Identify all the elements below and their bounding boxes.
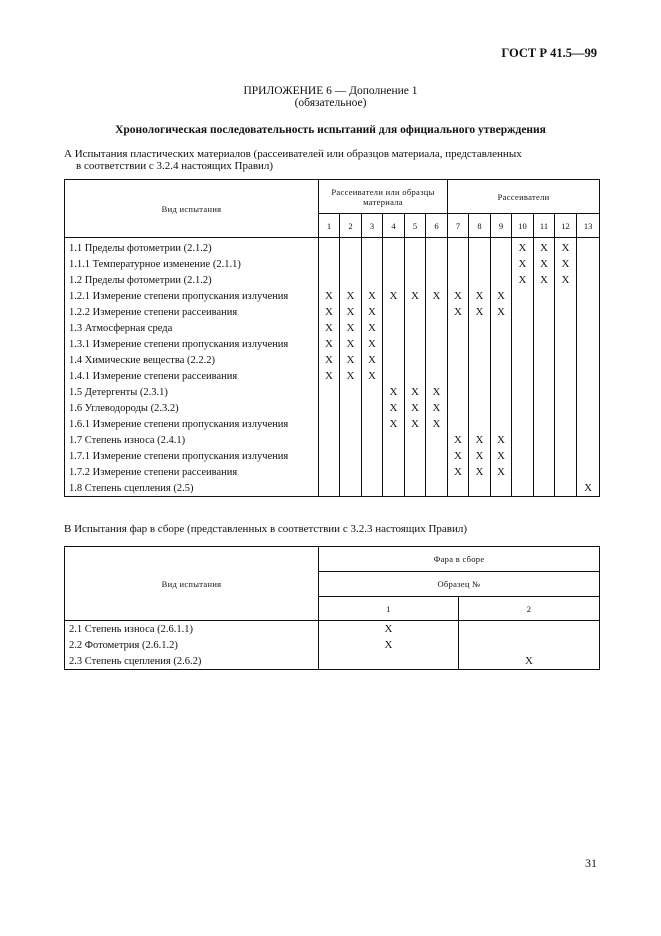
table-row — [65, 368, 600, 384]
table-a-cell — [512, 304, 534, 320]
table-a-cell: X — [405, 288, 426, 304]
table-a-cell: X — [319, 368, 340, 384]
table-a-cell — [577, 256, 600, 272]
table-a-cell — [383, 320, 405, 336]
table-b-header-group: Фара в сборе — [319, 547, 600, 572]
table-a-cell: X — [319, 304, 340, 320]
table-b-cell: X — [319, 637, 459, 653]
table-a-cell — [383, 464, 405, 480]
table-a-cell — [577, 464, 600, 480]
table-a-cell — [319, 416, 340, 432]
table-a-cell — [362, 256, 383, 272]
table-a-cell — [512, 416, 534, 432]
table-a-cell: X — [405, 400, 426, 416]
table-a-column-number: 6 — [426, 214, 448, 238]
table-a-cell — [405, 464, 426, 480]
table-a-cell: X — [340, 352, 362, 368]
table-a-row-label: 1.2.2 Измерение степени рассеивания — [65, 304, 319, 320]
table-a-cell — [319, 480, 340, 497]
table-a-cell — [512, 464, 534, 480]
table-a-cell — [405, 368, 426, 384]
table-a-cell — [491, 238, 512, 257]
table-a-row-label: 1.3.1 Измерение степени пропускания излучения — [65, 336, 319, 352]
table-a-cell — [512, 288, 534, 304]
table-b-cell — [319, 653, 459, 670]
table-a-cell — [469, 272, 491, 288]
table-a-cell: X — [362, 352, 383, 368]
table-a-cell — [469, 320, 491, 336]
table-b-row-label: 2.1 Степень износа (2.6.1.1) — [65, 621, 319, 638]
table-a-cell — [555, 304, 577, 320]
table-b — [64, 546, 600, 670]
table-a-cell — [577, 432, 600, 448]
table-a-cell — [405, 480, 426, 497]
table-a-cell: X — [491, 432, 512, 448]
table-a-cell — [426, 256, 448, 272]
table-a-cell — [340, 256, 362, 272]
table-a-cell — [448, 256, 469, 272]
table-a-column-number: 2 — [340, 214, 362, 238]
table-a-cell — [383, 238, 405, 257]
table-a-cell — [405, 448, 426, 464]
table-a-column-number: 10 — [512, 214, 534, 238]
table-a-cell: X — [383, 288, 405, 304]
table-row — [65, 272, 600, 288]
table-a-cell: X — [469, 288, 491, 304]
table-a-cell: X — [319, 336, 340, 352]
table-row — [65, 304, 600, 320]
table-a-cell — [555, 384, 577, 400]
table-a-cell: X — [555, 238, 577, 257]
section-a-line-1: А Испытания пластических материалов (рассеивателей или образцов материала, представленных — [64, 148, 522, 160]
table-a-cell — [534, 304, 555, 320]
table-a-cell — [340, 416, 362, 432]
table-a-cell — [469, 480, 491, 497]
table-row — [65, 256, 600, 272]
table-a-cell — [469, 416, 491, 432]
table-a-cell — [340, 272, 362, 288]
table-a-cell — [362, 238, 383, 257]
table-a-cell: X — [469, 448, 491, 464]
table-a-cell: X — [469, 464, 491, 480]
table-a-cell: X — [491, 464, 512, 480]
table-a-cell — [577, 304, 600, 320]
table-a-cell: X — [491, 288, 512, 304]
table-a-cell: X — [512, 272, 534, 288]
table-a-cell: X — [362, 320, 383, 336]
table-a-cell — [577, 272, 600, 288]
table-a-cell — [405, 432, 426, 448]
table-a-cell — [383, 256, 405, 272]
table-a-row-label: 1.6 Углеводороды (2.3.2) — [65, 400, 319, 416]
table-a-cell — [383, 352, 405, 368]
table-a-cell — [534, 352, 555, 368]
table-a-cell: X — [340, 320, 362, 336]
table-a-cell — [491, 400, 512, 416]
table-a-cell: X — [383, 384, 405, 400]
table-a-cell — [426, 448, 448, 464]
table-a-cell — [555, 448, 577, 464]
table-row — [65, 637, 600, 653]
table-a-cell — [469, 368, 491, 384]
table-a-cell — [340, 432, 362, 448]
table-a-cell — [512, 480, 534, 497]
section-b-heading: В Испытания фар в сборе (представленных в соответствии с 3.2.3 настоящих Правил) — [64, 523, 468, 535]
table-a-cell: X — [319, 320, 340, 336]
table-a-row-label: 1.7.2 Измерение степени рассеивания — [65, 464, 319, 480]
table-a-cell — [491, 272, 512, 288]
table-a-cell — [555, 336, 577, 352]
table-a-cell — [362, 384, 383, 400]
table-a-cell: X — [469, 432, 491, 448]
table-a-cell — [340, 384, 362, 400]
section-a-line-2: в соответствии с 3.2.4 настоящих Правил) — [76, 160, 274, 172]
table-a-cell: X — [319, 352, 340, 368]
table-a-cell — [362, 272, 383, 288]
table-a-column-number: 5 — [405, 214, 426, 238]
table-a-cell — [426, 336, 448, 352]
table-a-cell — [469, 384, 491, 400]
table-a-cell — [426, 320, 448, 336]
table-a-cell — [534, 336, 555, 352]
table-row — [65, 336, 600, 352]
table-a-cell — [512, 432, 534, 448]
table-a-cell: X — [426, 384, 448, 400]
table-a-cell — [577, 352, 600, 368]
table-a-cell — [555, 400, 577, 416]
appendix-heading — [0, 85, 661, 109]
table-a-cell — [340, 464, 362, 480]
table-a-cell — [534, 320, 555, 336]
table-a-cell: X — [383, 416, 405, 432]
table-a-row-label: 1.7.1 Измерение степени пропускания излучения — [65, 448, 319, 464]
table-a-cell: X — [534, 256, 555, 272]
table-a-row-label: 1.3 Атмосферная среда — [65, 320, 319, 336]
table-a-cell — [383, 272, 405, 288]
table-a-cell — [405, 352, 426, 368]
table-a-cell — [383, 368, 405, 384]
table-a-cell: X — [448, 304, 469, 320]
table-a-cell — [555, 368, 577, 384]
table-a-cell — [577, 288, 600, 304]
table-a-cell — [383, 480, 405, 497]
table-b-header-sample: Образец № — [319, 572, 600, 597]
table-a-cell — [555, 480, 577, 497]
table-a-cell — [448, 368, 469, 384]
table-b-row-label: 2.2 Фотометрия (2.6.1.2) — [65, 637, 319, 653]
table-a-cell — [491, 480, 512, 497]
table-a-cell — [426, 464, 448, 480]
table-a-cell: X — [426, 400, 448, 416]
table-a-cell — [555, 464, 577, 480]
table-a-cell — [448, 352, 469, 368]
table-row — [65, 464, 600, 480]
table-a-cell — [340, 448, 362, 464]
table-a-cell — [577, 448, 600, 464]
table-a-cell: X — [362, 336, 383, 352]
table-row — [65, 416, 600, 432]
table-a-cell — [362, 400, 383, 416]
table-a-cell — [362, 464, 383, 480]
table-a — [64, 179, 600, 497]
table-a-cell — [577, 368, 600, 384]
table-a-cell — [383, 448, 405, 464]
table-a-column-number: 4 — [383, 214, 405, 238]
table-a-cell: X — [491, 304, 512, 320]
table-a-cell — [577, 320, 600, 336]
table-row — [65, 288, 600, 304]
table-a-cell — [405, 272, 426, 288]
table-a-cell — [491, 384, 512, 400]
table-a-cell — [534, 448, 555, 464]
table-a-cell — [555, 352, 577, 368]
table-a-cell: X — [534, 238, 555, 257]
table-a-cell: X — [555, 256, 577, 272]
table-a-cell — [362, 480, 383, 497]
table-b-cell: X — [319, 621, 459, 638]
table-a-column-number: 1 — [319, 214, 340, 238]
table-a-cell — [426, 238, 448, 257]
table-a-cell — [469, 352, 491, 368]
table-a-cell — [469, 256, 491, 272]
table-row — [65, 480, 600, 497]
table-a-column-number: 12 — [555, 214, 577, 238]
table-a-header-group1: Рассеиватели или образцы материала — [319, 180, 448, 214]
table-a-cell — [555, 432, 577, 448]
table-b-row-label: 2.3 Степень сцепления (2.6.2) — [65, 653, 319, 670]
table-a-cell — [405, 336, 426, 352]
table-a-cell: X — [448, 464, 469, 480]
table-a-cell — [577, 416, 600, 432]
table-row — [65, 238, 600, 257]
table-a-cell — [512, 336, 534, 352]
table-a-cell — [491, 256, 512, 272]
table-a-cell — [319, 432, 340, 448]
table-a-cell: X — [340, 288, 362, 304]
table-a-cell — [362, 416, 383, 432]
table-a-cell — [512, 400, 534, 416]
table-a-column-number: 7 — [448, 214, 469, 238]
table-a-cell — [491, 368, 512, 384]
table-a-cell — [362, 432, 383, 448]
table-row — [65, 320, 600, 336]
table-a-cell — [491, 352, 512, 368]
table-a-cell: X — [512, 238, 534, 257]
table-a-cell — [340, 400, 362, 416]
table-a-row-label: 1.6.1 Измерение степени пропускания излучения — [65, 416, 319, 432]
table-a-column-number: 3 — [362, 214, 383, 238]
table-a-row-label: 1.7 Степень износа (2.4.1) — [65, 432, 319, 448]
table-a-row-label: 1.4.1 Измерение степени рассеивания — [65, 368, 319, 384]
table-a-cell: X — [405, 416, 426, 432]
table-b-cell: X — [459, 653, 600, 670]
table-a-cell — [340, 480, 362, 497]
table-a-cell — [405, 304, 426, 320]
table-a-cell: X — [448, 432, 469, 448]
table-a-cell — [448, 238, 469, 257]
table-a-cell — [448, 400, 469, 416]
table-a-header-group2: Рассеиватели — [448, 180, 600, 214]
table-a-cell — [534, 368, 555, 384]
table-a-cell — [448, 272, 469, 288]
table-a-cell — [491, 416, 512, 432]
table-a-cell: X — [555, 272, 577, 288]
table-a-cell — [340, 238, 362, 257]
table-a-cell — [319, 256, 340, 272]
document-number: ГОСТ Р 41.5—99 — [501, 46, 597, 60]
table-row — [65, 352, 600, 368]
table-b-cell — [459, 637, 600, 653]
table-a-cell — [534, 480, 555, 497]
table-b-column-number: 1 — [319, 597, 459, 621]
table-a-row-label: 1.5 Детергенты (2.3.1) — [65, 384, 319, 400]
table-row — [65, 400, 600, 416]
table-row — [65, 621, 600, 638]
table-a-cell — [534, 400, 555, 416]
table-a-cell — [426, 352, 448, 368]
page-number: 31 — [585, 856, 597, 870]
table-a-cell — [448, 480, 469, 497]
table-a-cell: X — [340, 368, 362, 384]
table-a-cell — [448, 320, 469, 336]
table-a-cell — [448, 416, 469, 432]
table-a-cell: X — [426, 288, 448, 304]
table-a-cell: X — [426, 416, 448, 432]
table-a-cell — [362, 448, 383, 464]
table-a-cell — [448, 384, 469, 400]
table-a-column-number: 9 — [491, 214, 512, 238]
table-b-header-kind: Вид испытания — [65, 547, 319, 621]
table-a-cell — [534, 384, 555, 400]
table-row — [65, 384, 600, 400]
table-a-cell: X — [362, 304, 383, 320]
table-a-cell — [512, 448, 534, 464]
table-a-cell — [469, 238, 491, 257]
table-a-cell: X — [448, 288, 469, 304]
table-a-cell — [534, 416, 555, 432]
table-a-cell — [426, 480, 448, 497]
table-a-cell — [426, 304, 448, 320]
table-b-column-number: 2 — [459, 597, 600, 621]
table-a-cell — [534, 432, 555, 448]
table-a-cell — [319, 384, 340, 400]
table-a-cell — [405, 238, 426, 257]
table-a-row-label: 1.8 Степень сцепления (2.5) — [65, 480, 319, 497]
table-a-cell: X — [340, 304, 362, 320]
table-row — [65, 432, 600, 448]
table-a-header-kind: Вид испытания — [65, 180, 319, 238]
section-a-heading — [64, 148, 584, 172]
table-a-cell — [577, 400, 600, 416]
table-a-row-label: 1.1.1 Температурное изменение (2.1.1) — [65, 256, 319, 272]
table-b-cell — [459, 621, 600, 638]
table-a-cell — [555, 320, 577, 336]
appendix-line-1: ПРИЛОЖЕНИЕ 6 — Дополнение 1 — [243, 85, 418, 97]
table-a-cell — [534, 464, 555, 480]
table-a-cell: X — [512, 256, 534, 272]
table-a-row-label: 1.1 Пределы фотометрии (2.1.2) — [65, 238, 319, 257]
table-a-cell — [405, 320, 426, 336]
table-a-cell: X — [362, 368, 383, 384]
table-a-cell — [426, 272, 448, 288]
table-a-row-label: 1.2.1 Измерение степени пропускания излучения — [65, 288, 319, 304]
table-a-cell — [534, 288, 555, 304]
table-a-cell — [426, 432, 448, 448]
table-a-cell — [405, 256, 426, 272]
table-a-cell: X — [448, 448, 469, 464]
table-a-cell — [319, 448, 340, 464]
table-a-cell: X — [362, 288, 383, 304]
table-a-cell: X — [534, 272, 555, 288]
table-a-cell — [383, 304, 405, 320]
table-a-cell — [383, 432, 405, 448]
table-a-cell — [555, 288, 577, 304]
table-a-cell: X — [319, 288, 340, 304]
table-a-column-number: 11 — [534, 214, 555, 238]
table-row — [65, 448, 600, 464]
table-a-column-number: 13 — [577, 214, 600, 238]
table-a-cell — [512, 320, 534, 336]
table-a-cell — [448, 336, 469, 352]
table-a-cell — [555, 416, 577, 432]
table-a-cell: X — [491, 448, 512, 464]
table-a-cell — [426, 368, 448, 384]
table-a-cell — [469, 336, 491, 352]
table-a-cell — [319, 464, 340, 480]
table-a-cell — [491, 320, 512, 336]
table-a-cell — [512, 384, 534, 400]
table-a-row-label: 1.2 Пределы фотометрии (2.1.2) — [65, 272, 319, 288]
table-a-cell — [577, 336, 600, 352]
table-a-cell: X — [405, 384, 426, 400]
table-a-cell: X — [577, 480, 600, 497]
table-a-cell — [577, 384, 600, 400]
table-a-cell — [512, 368, 534, 384]
table-a-cell: X — [383, 400, 405, 416]
table-a-cell — [319, 272, 340, 288]
table-a-cell — [512, 352, 534, 368]
table-a-row-label: 1.4 Химические вещества (2.2.2) — [65, 352, 319, 368]
table-a-cell — [319, 400, 340, 416]
table-row — [65, 653, 600, 670]
appendix-line-2: (обязательное) — [294, 97, 367, 109]
table-a-cell — [383, 336, 405, 352]
table-a-cell — [319, 238, 340, 257]
page-title: Хронологическая последовательность испытаний для официального утверждения — [115, 124, 546, 136]
table-a-cell: X — [340, 336, 362, 352]
table-a-column-number: 8 — [469, 214, 491, 238]
table-a-cell — [469, 400, 491, 416]
table-a-cell — [577, 238, 600, 257]
table-a-cell: X — [469, 304, 491, 320]
table-a-cell — [491, 336, 512, 352]
